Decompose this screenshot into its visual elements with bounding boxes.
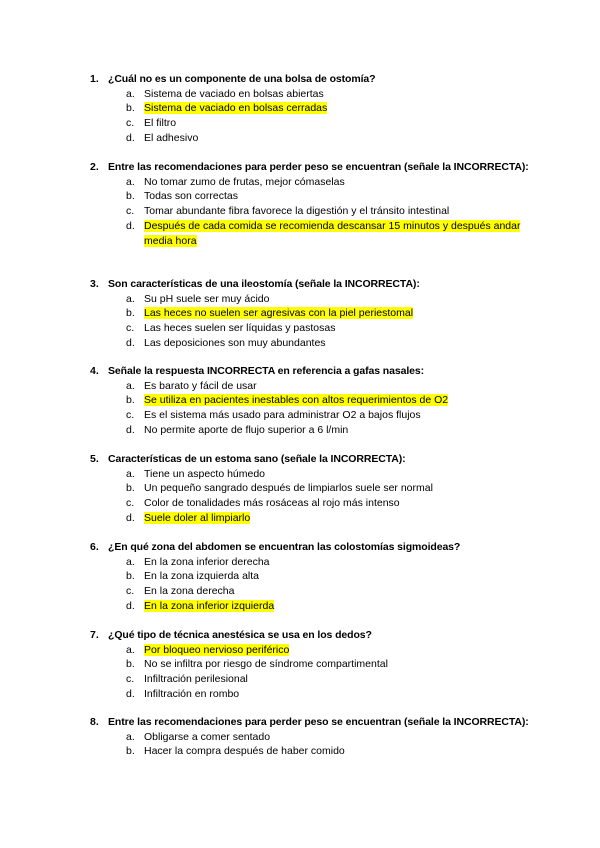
option-text-highlighted: En la zona inferior izquierda (144, 599, 275, 612)
question-text: ¿En qué zona del abdomen se encuentran las colostomías sigmoideas? (108, 541, 461, 553)
question-text: ¿Cuál no es un componente de una bolsa de ostomía? (108, 73, 376, 85)
question-4 (90, 364, 530, 438)
option-a: a. Sistema de vaciado en bolsas abiertas (126, 87, 324, 100)
option-b: b. No se infiltra por riesgo de síndrome compartimental (126, 658, 388, 671)
option-c: c. Tomar abundante fibra favorece la digestión y el tránsito intestinal (126, 205, 450, 218)
option-text: Todas son correctas (144, 190, 238, 203)
options-list (126, 379, 530, 438)
question-5 (90, 452, 530, 526)
options-list (126, 175, 530, 249)
option-text: Las heces suelen ser líquidas y pastosas (144, 322, 336, 335)
option-c: c. Es el sistema más usado para administrar O2 a bajos flujos (126, 409, 421, 422)
option-text: El filtro (144, 117, 177, 130)
option-text: Las deposiciones son muy abundantes (144, 336, 326, 349)
option-c: c. Las heces suelen ser líquidas y pastosas (126, 322, 336, 335)
question-number: 1. (90, 73, 99, 85)
option-d: d. En la zona inferior izquierda (126, 599, 275, 612)
question-number: 3. (90, 278, 99, 290)
option-c: c. Color de tonalidades más rosáceas al rojo más intenso (126, 497, 400, 510)
option-b: b. Sistema de vaciado en bolsas cerradas (126, 102, 328, 115)
option-text: Un pequeño sangrado después de limpiarlos suele ser normal (144, 482, 433, 495)
option-text: En la zona inferior derecha (144, 555, 270, 568)
question-text: Entre las recomendaciones para perder peso se encuentran (señale la INCORRECTA): (108, 161, 529, 173)
option-text-highlighted: Se utiliza en pacientes inestables con altos requerimientos de O2 (144, 394, 449, 407)
option-text-highlighted: Por bloqueo nervioso periférico (144, 643, 290, 656)
option-text: Su pH suele ser muy ácido (144, 292, 270, 305)
option-a: a. No tomar zumo de frutas, mejor cómaselas (126, 175, 345, 188)
question-number: 2. (90, 161, 99, 173)
option-b: b. Hacer la compra después de haber comido (126, 745, 345, 758)
option-c: c. En la zona derecha (126, 585, 235, 598)
question-text: Entre las recomendaciones para perder peso se encuentran (señale la INCORRECTA): (108, 716, 529, 728)
option-b: b. Las heces no suelen ser agresivas con la piel periestomal (126, 307, 414, 320)
option-text: Hacer la compra después de haber comido (144, 745, 345, 758)
option-c: c. Infiltración perilesional (126, 673, 248, 686)
options-list (126, 730, 530, 760)
option-text: No permite aporte de flujo superior a 6 l/min (144, 423, 349, 436)
question-number: 6. (90, 541, 99, 553)
option-a: a. Su pH suele ser muy ácido (126, 292, 270, 305)
option-text: Color de tonalidades más rosáceas al rojo más intenso (144, 497, 400, 510)
option-text: El adhesivo (144, 131, 199, 144)
option-text: Infiltración perilesional (144, 673, 248, 686)
option-d: d. Infiltración en rombo (126, 687, 240, 700)
option-d: d. Las deposiciones son muy abundantes (126, 336, 326, 349)
question-text: ¿Qué tipo de técnica anestésica se usa en los dedos? (108, 629, 372, 641)
question-1 (90, 72, 530, 146)
options-list (126, 555, 530, 614)
question-7 (90, 628, 530, 702)
option-text-highlighted: Después de cada comida se recomienda descansar 15 minutos y después andar media hora (144, 219, 521, 247)
option-text: Es el sistema más usado para administrar O2 a bajos flujos (144, 409, 421, 422)
option-text: Sistema de vaciado en bolsas abiertas (144, 87, 324, 100)
question-6 (90, 540, 530, 614)
option-d: d. Suele doler al limpiarlo (126, 511, 251, 524)
option-text-highlighted: Las heces no suelen ser agresivas con la piel periestomal (144, 307, 414, 320)
options-list (126, 292, 530, 351)
option-text-highlighted: Suele doler al limpiarlo (144, 511, 251, 524)
option-text-highlighted: Sistema de vaciado en bolsas cerradas (144, 102, 328, 115)
question-text: Señale la respuesta INCORRECTA en referencia a gafas nasales: (108, 365, 425, 377)
option-d: d. El adhesivo (126, 131, 199, 144)
option-a: a. Obligarse a comer sentado (126, 730, 271, 743)
option-a: a. En la zona inferior derecha (126, 555, 270, 568)
option-text: No se infiltra por riesgo de síndrome compartimental (144, 658, 388, 671)
option-text: No tomar zumo de frutas, mejor cómaselas (144, 175, 345, 188)
option-text: Tomar abundante fibra favorece la digestión y el tránsito intestinal (144, 205, 450, 218)
option-text: En la zona izquierda alta (144, 570, 259, 583)
question-3 (90, 277, 530, 351)
option-text: Es barato y fácil de usar (144, 379, 257, 392)
option-b: b. Un pequeño sangrado después de limpiarlos suele ser normal (126, 482, 433, 495)
question-2 (90, 160, 530, 248)
question-8 (90, 715, 530, 759)
question-text: Son características de una ileostomía (señale la INCORRECTA): (108, 278, 420, 290)
option-text: Tiene un aspecto húmedo (144, 467, 266, 480)
option-b: b. Todas son correctas (126, 190, 238, 203)
question-text: Características de un estoma sano (señale la INCORRECTA): (108, 453, 406, 465)
question-number: 8. (90, 716, 99, 728)
question-number: 5. (90, 453, 99, 465)
question-number: 7. (90, 629, 99, 641)
option-text: Obligarse a comer sentado (144, 730, 271, 743)
option-b: b. En la zona izquierda alta (126, 570, 259, 583)
option-c: c. El filtro (126, 117, 177, 130)
option-a: a. Tiene un aspecto húmedo (126, 467, 266, 480)
option-text: Infiltración en rombo (144, 687, 240, 700)
option-d: d. Después de cada comida se recomienda descansar 15 minutos y después andar media hora (126, 219, 521, 247)
option-a: a. Es barato y fácil de usar (126, 379, 257, 392)
options-list (126, 643, 530, 702)
option-text: En la zona derecha (144, 585, 235, 598)
option-a: a. Por bloqueo nervioso periférico (126, 643, 290, 656)
options-list (126, 467, 530, 526)
options-list (126, 87, 530, 146)
question-number: 4. (90, 365, 99, 377)
option-d: d. No permite aporte de flujo superior a 6 l/min (126, 423, 349, 436)
option-b: b. Se utiliza en pacientes inestables con altos requerimientos de O2 (126, 394, 449, 407)
